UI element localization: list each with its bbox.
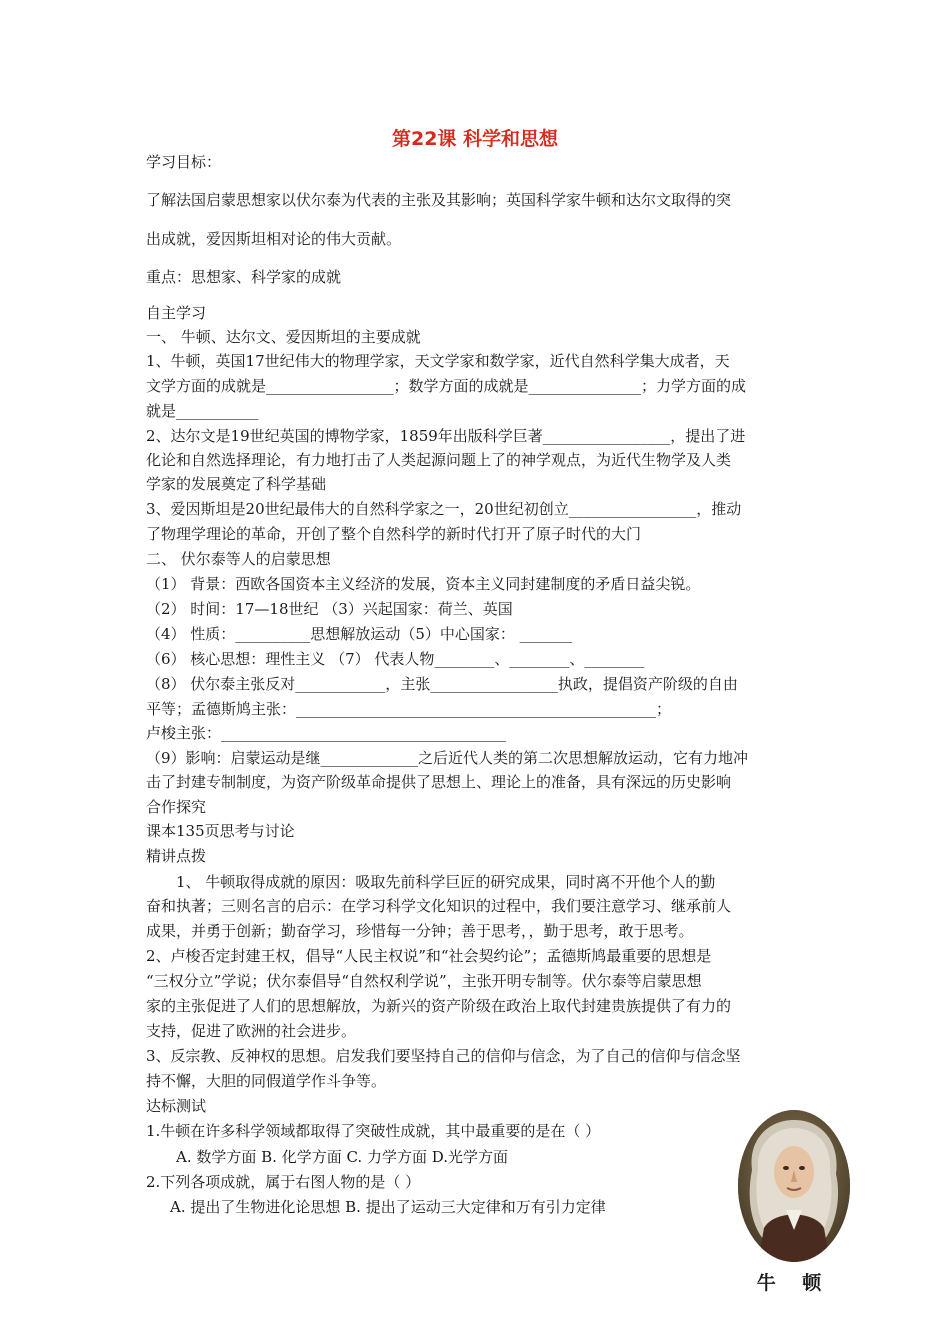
objectives-heading: 学习目标： [146, 153, 222, 171]
question-1: 1.牛顿在许多科学领域都取得了突破性成就，其中最重要的是在（ ） [146, 1122, 601, 1140]
section2-line: （8） 伏尔泰主张反对____________，主张_________________执政，提倡资产阶级的自由 [146, 675, 738, 693]
section2-line: （2） 时间：17—18世纪 （3）兴起国家：荷兰、英国 [146, 600, 513, 618]
objectives-text-line1: 了解法国启蒙思想家以伏尔泰为代表的主张及其影响；英国科学家牛顿和达尔文取得的突 [146, 191, 732, 209]
section1-line: 3、爱因斯坦是20世纪最伟大的自然科学家之一，20世纪初创立_________________，推动 [146, 500, 742, 518]
section2-line: 卢梭主张：______________________________________ [146, 724, 507, 742]
explanation-line: 家的主张促进了人们的思想解放，为新兴的资产阶级在政治上取代封建贵族提供了有力的 [146, 997, 732, 1015]
section2-line: 击了封建专制制度，为资产阶级革命提供了思想上、理论上的准备，具有深远的历史影响 [146, 773, 732, 791]
page-title: 第22课 科学和思想 [391, 128, 559, 150]
explanation-line: 持不懈，大胆的同假道学作斗争等。 [146, 1072, 387, 1090]
explanation-line: “三权分立”学说；伏尔泰倡导“自然权利学说”，主张开明专制等。伏尔泰等启蒙思想 [146, 972, 702, 990]
section1-line: 2、达尔文是19世纪英国的博物学家，1859年出版科学巨著_________________，提出了进 [146, 427, 746, 445]
question-1-options: A. 数学方面 B. 化学方面 C. 力学方面 D.光学方面 [176, 1148, 508, 1166]
self-study-heading: 自主学习 [146, 304, 207, 322]
portrait-image [738, 1110, 850, 1262]
explanation-line: 2、卢梭否定封建王权，倡导“人民主权说”和“社会契约论”；孟德斯鸠最重要的思想是 [146, 947, 712, 965]
section2-line: （6） 核心思想：理性主义 （7） 代表人物________、________、________ [146, 650, 645, 668]
question-2-options: A. 提出了生物进化论思想 B. 提出了运动三大定律和万有引力定律 [170, 1198, 606, 1216]
section1-line: 1、牛顿，英国17世纪伟大的物理学家，天文学家和数学家，近代自然科学集大成者，天 [146, 352, 730, 370]
section1-line: 化论和自然选择理论，有力地打击了人类起源问题上了的神学观点，为近代生物学及人类 [146, 451, 732, 469]
explanation-line: 成果，并勇于创新；勤奋学习，珍惜每一分钟；善于思考，，勤于思考，敢于思考。 [146, 922, 694, 940]
section1-heading: 一、 牛顿、达尔文、爱因斯坦的主要成就 [146, 328, 421, 346]
explanation-line: 1、 牛顿取得成就的原因：吸取先前科学巨匠的研究成果，同时离不开他个人的勤 [176, 873, 716, 891]
section2-line: （4） 性质：__________思想解放运动（5）中心国家： _______ [146, 625, 573, 643]
explanation-line: 3、反宗教、反神权的思想。启发我们要坚持自己的信仰与信念，为了自己的信仰与信念坚 [146, 1047, 741, 1065]
section2-line: （1） 背景：西欧各国资本主义经济的发展，资本主义同封建制度的矛盾日益尖锐。 [146, 575, 701, 593]
portrait-caption: 牛 顿 [756, 1272, 832, 1294]
cooperation-text: 课本135页思考与讨论 [146, 822, 295, 840]
explanation-line: 支持，促进了欧洲的社会进步。 [146, 1022, 357, 1040]
key-points: 重点：思想家、科学家的成就 [146, 268, 342, 286]
section2-heading: 二、 伏尔泰等人的启蒙思想 [146, 550, 331, 568]
section1-line: 学家的发展奠定了科学基础 [146, 475, 327, 493]
section1-line: 文学方面的成就是_________________；数学方面的成就是_______________；力学方面的成 [146, 377, 747, 395]
test-heading: 达标测试 [146, 1097, 207, 1115]
section1-line: 就是___________ [146, 402, 259, 420]
objectives-text-line2: 出成就，爱因斯坦相对论的伟大贡献。 [146, 230, 402, 248]
section2-line: （9）影响：启蒙运动是继_____________之后近代人类的第二次思想解放运动，它有力地冲 [146, 749, 749, 767]
newton-portrait [738, 1110, 850, 1306]
explanation-heading: 精讲点拨 [146, 847, 207, 865]
section1-line: 了物理学理论的革命，开创了整个自然科学的新时代打开了原子时代的大门 [146, 525, 642, 543]
section2-line: 平等；孟德斯鸠主张：________________________________________________； [146, 700, 672, 718]
cooperation-heading: 合作探究 [146, 798, 207, 816]
explanation-line: 奋和执著；三则名言的启示：在学习科学文化知识的过程中，我们要注意学习、继承前人 [146, 897, 732, 915]
portrait-icon [738, 1110, 850, 1262]
question-2: 2.下列各项成就，属于右图人物的是（ ） [146, 1173, 421, 1191]
